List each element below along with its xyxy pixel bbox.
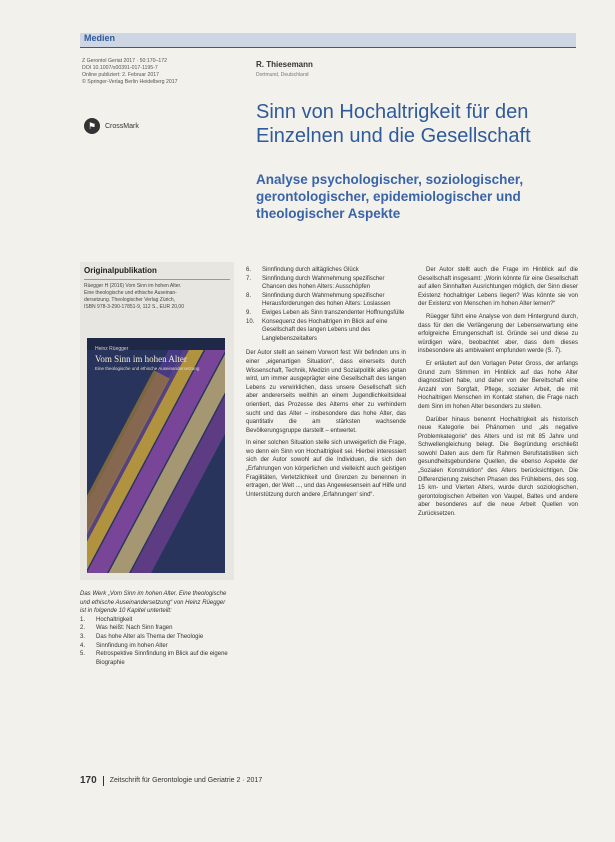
book-subtitle: Eine theologische und ethische Auseinandersetzung [95,366,200,371]
reference-line: Eine theologische und ethische Auseinan- [84,290,177,296]
page-number: 170 [80,775,97,786]
chapter-list-continued [246,266,406,343]
list-item [80,633,232,642]
author-affiliation: Dortmund, Deutschland [256,72,309,78]
list-text: Sinnfindung im hohen Alter [96,642,168,649]
list-item [246,309,406,318]
list-item [80,650,232,667]
footer-separator [103,776,104,786]
reference-line: Rüegger H (2016) Vom Sinn im hohen Alter. [84,283,182,289]
divider [84,279,230,280]
list-text: Hochaltrigkeit [96,616,133,623]
original-publication-reference [84,283,230,311]
meta-line: Z Gerontol Geriat 2017 · 50:170–172 [82,58,168,64]
article-subtitle: Analyse psychologischer, soziologischer, gerontologischer, epidemiologischer und theologischer Aspekte [256,172,524,221]
list-text: Sinnfindung durch alltägliches Glück [262,267,359,273]
column-1 [80,590,232,667]
list-number: 3. [80,633,86,640]
list-text: Retrospektive Sinnfindung im Blick auf die eigene Biographie [96,651,228,666]
page-footer [80,775,262,786]
book-title: Vom Sinn im hohen Alter [95,354,187,364]
body-paragraph: Er erläutert auf den Vorlagen Peter Gross, der anfangs Grund zum Stimmen im Hinblick auf das hohe Alter diagnostiziert habe, und daher von der Bereitschaft eine Anzahl von Sorgfalt, Pflege, sozialer Arbeit, die mit Hochaltrigen Menschen im Kontakt stehen, die Frage nach dem Sinn im hohen Alter besonders zu stellen. [418,360,578,410]
list-text: Was heißt: Nach Sinn fragen [96,625,173,632]
intro-paragraph: Das Werk „Vom Sinn im hohen Alter. Eine theologische und ethische Auseinandersetzung“ von Heinz Rüegger ist in folgende 10 Kapitel unterteilt: [80,591,227,615]
list-item [246,266,406,275]
column-3 [418,266,578,523]
list-item [80,624,232,633]
list-number: 2. [80,625,86,632]
reference-line: ISBN 978-3-290-17851-9, 112 S., EUR 20,00 [84,304,184,310]
meta-line: Online publiziert: 2. Februar 2017 [82,72,159,78]
section-label: Medien [84,33,116,43]
list-text: Das hohe Alter als Thema der Theologie [96,633,204,640]
list-item [246,275,406,292]
list-number: 1. [80,616,86,623]
list-text: Sinnfindung durch Wahrnehmung spezifischer Herausforderungen des hohen Alters: Loslassen [262,292,391,308]
list-number: 5. [80,651,86,658]
crossmark-label: CrossMark [105,122,139,130]
author-name: R. Thiesemann [256,60,313,69]
chapter-list [80,616,232,668]
list-text: Konsequenz des Hochaltrigen im Blick auf eine Gesellschaft des langen Lebens und des Langlebenszeitalters [262,318,388,342]
article-title: Sinn von Hochaltrigkeit für den Einzelnen und die Gesellschaft [256,101,531,147]
list-item [80,616,232,625]
column-2 [246,266,406,503]
crossmark-badge[interactable] [84,118,139,134]
list-number: 8. [246,292,252,299]
body-paragraph: Darüber hinaus benennt Hochaltrigkeit als historisch neue Kategorie bei Phänomen und „als negative Problemkategorie“ des Alters und ist mit 85 Jahre und Schwellengleichung belegt. Die Begründung erschließt sowohl Daten aus dem für Rahmen Berufstatistiken sich gesundheitsgebundene Quellen, die ebenso Aspekte der „Sozialen Konstruktion“ des Alters berücksichtigen. Die Differenzierung zwischen Phasen des Frühlebens, des sog. 15 km- und Vierten Alters, wurde durch soziologischen, gerontologischen Arbeiten von Vaupel, Baltes und andere aber besonderes auf die neue Arbeit Quellen von Zurücksetzen. [418,416,578,518]
section-header [80,33,576,48]
body-paragraph: Der Autor stellt an seinem Vorwort fest: Wir befinden uns in einer „eigenartigen Situation“, dass einerseits durch Wissenschaft, Technik, Medizin und Sozialpolitik alles getan wird, um immer ausgeprägter eine Gesellschaft des langen Lebens zu verwirklichen, dass unsere Gesellschaft sich aber andererseits weithin an einem Jugendlichkeitsideal orientiert, das Prozesse des Alterns eher zu verhindern sucht und das Alter – insbesondere das hohe Alter, das quantitativ die am stärksten wachsende Bevölkerungsgruppe darstellt – entwertet. [246,350,406,434]
list-number: 10. [246,318,255,325]
journal-name: Zeitschrift für Gerontologie und Geriatrie 2 · 2017 [109,777,263,784]
list-item [246,292,406,309]
crossmark-icon: ⚑ [84,118,100,134]
body-paragraph: In einer solchen Situation stelle sich unweigerlich die Frage, wo denn ein Sinn von Hochaltrigkeit sei. Hierbei interessiert sich der Autor sowohl auf die Individuen, die sich den „Erfahrungen von körperlichen und vielleicht auch geistigen Fragilitäten, Verletzlichkeit und Grenzen zu benennen in ertragen, der Welt ..., und das Angewiesensein auf Hilfe und Unterstützung durch andere ‚Erfahrungen‘ sind“. [246,440,406,498]
book-author: Heinz Rüegger [95,346,129,352]
meta-line: DOI 10.1007/s00391-017-1195-7 [82,65,158,71]
list-item [80,642,232,651]
list-text: Sinnfindung durch Wahrnehmung spezifischer Chancen des hohen Alters: Ausschöpfen [262,275,385,291]
book-cover [87,338,225,573]
list-number: 4. [80,642,86,649]
list-number: 6. [246,267,252,273]
reference-line: dersetzung. Theologischer Verlag Zürich, [84,297,176,303]
list-item [246,318,406,344]
list-text: Ewiges Leben als Sinn transzendenter Hoffnungsfülle [262,309,405,316]
meta-line: © Springer-Verlag Berlin Heidelberg 2017 [82,79,178,85]
list-number: 7. [246,275,252,282]
body-paragraph: Der Autor stellt auch die Frage im Hinblick auf die Gesellschaft insgesamt: „Worin könnte für eine Gesellschaft auf allen Sinnhaften Ausrichtungen möglich, der Sinn dieser Existenz hochaltriger Lebens liegen? Was könnte sie von der Existenz von Menschen im hohen Alter lernen?“ [418,267,578,308]
body-paragraph: Rüegger führt eine Analyse von dem Hintergrund durch, dass für den die Verlängerung der Lebenserwartung eine erfolgreiche Errungenschaft ist. Gründe sei und diese zu würdigen wäre, beobachtet aber, dass dem dieses insbesondere als ambivalent empfunden werde (S. 7). [418,313,578,355]
list-number: 9. [246,309,252,316]
original-publication-heading: Originalpublikation [84,266,157,275]
article-meta [82,58,232,86]
